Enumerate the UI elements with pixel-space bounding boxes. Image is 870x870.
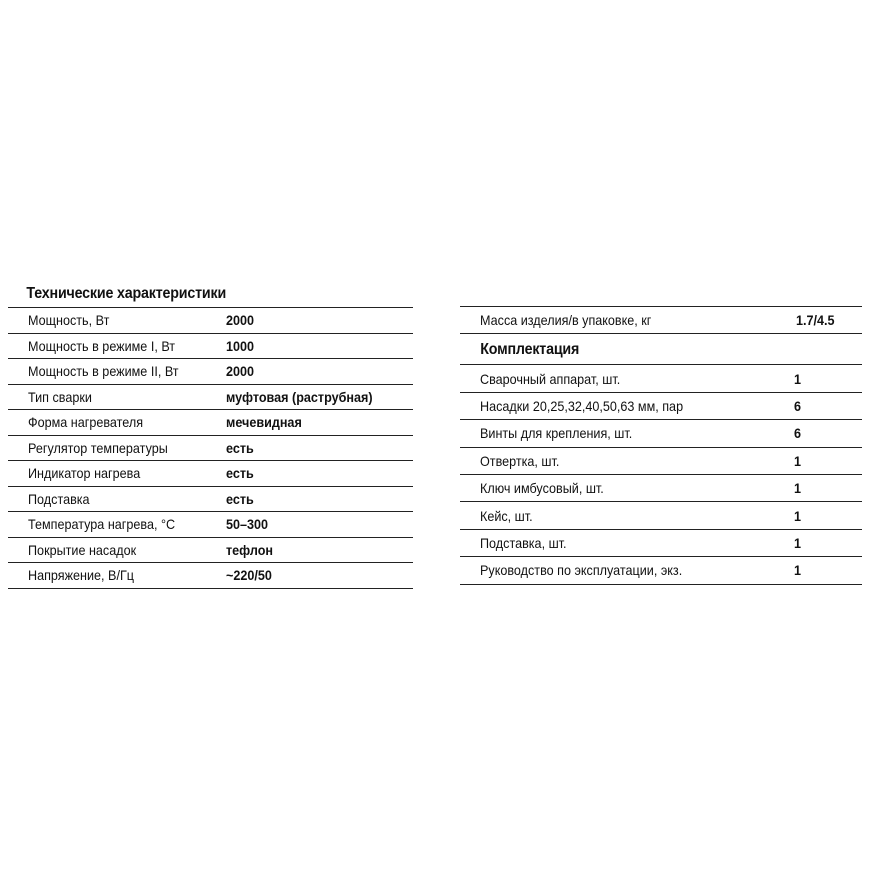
row-value: 1 xyxy=(794,480,802,497)
tech-specs-heading: Технические характеристики xyxy=(26,285,227,302)
row-label: Винты для крепления, шт. xyxy=(480,425,633,442)
spec-row xyxy=(8,512,413,538)
row-label: Ключ имбусовый, шт. xyxy=(480,480,604,497)
kit-row xyxy=(460,448,862,475)
spec-row xyxy=(8,461,413,487)
row-value: тефлон xyxy=(226,541,274,558)
row-value: 2000 xyxy=(226,363,255,380)
row-value: 6 xyxy=(794,425,802,442)
kit-row xyxy=(460,502,862,529)
mass-row xyxy=(460,307,862,334)
kit-heading: Комплектация xyxy=(480,341,580,359)
row-value: 1 xyxy=(794,562,802,579)
row-value: есть xyxy=(226,465,254,482)
kit-row xyxy=(460,420,862,447)
row-value: 1 xyxy=(794,507,802,524)
kit-table xyxy=(460,306,862,585)
kit-row xyxy=(460,475,862,502)
row-value: есть xyxy=(226,439,254,456)
row-label: Индикатор нагрева xyxy=(28,465,141,482)
row-label: Подставка, шт. xyxy=(480,534,567,551)
spec-row xyxy=(8,538,413,564)
kit-rows xyxy=(460,365,862,584)
row-value: 1 xyxy=(794,534,802,551)
row-label: Насадки 20,25,32,40,50,63 мм, пар xyxy=(480,397,684,414)
row-label: Напряжение, В/Гц xyxy=(28,567,135,584)
kit-row xyxy=(460,530,862,557)
spec-row xyxy=(8,385,413,411)
row-label: Тип сварки xyxy=(28,388,92,405)
row-value: мечевидная xyxy=(226,414,302,431)
row-value: 6 xyxy=(794,397,802,414)
row-value: 50–300 xyxy=(226,516,269,533)
spec-rows xyxy=(8,308,413,589)
mass-value: 1.7/4.5 xyxy=(796,312,835,329)
spec-row xyxy=(8,487,413,513)
spec-row xyxy=(8,334,413,360)
kit-row xyxy=(460,393,862,420)
spec-row xyxy=(8,563,413,589)
row-label: Регулятор температуры xyxy=(28,439,168,456)
spec-row xyxy=(8,436,413,462)
row-value: 1 xyxy=(794,370,802,387)
row-label: Температура нагрева, °C xyxy=(28,516,176,533)
row-value: 2000 xyxy=(226,312,255,329)
row-value: муфтовая (раструбная) xyxy=(226,388,373,405)
row-label: Покрытие насадок xyxy=(28,541,137,558)
mass-label: Масса изделия/в упаковке, кг xyxy=(480,312,652,329)
row-label: Сварочный аппарат, шт. xyxy=(480,370,621,387)
kit-row xyxy=(460,557,862,584)
row-label: Мощность в режиме II, Вт xyxy=(28,363,179,380)
spec-row xyxy=(8,410,413,436)
row-value: 1000 xyxy=(226,337,255,354)
kit-row xyxy=(460,365,862,392)
tech-specs-table xyxy=(8,283,413,589)
row-value: ~220/50 xyxy=(226,567,272,584)
row-value: есть xyxy=(226,490,254,507)
row-label: Форма нагревателя xyxy=(28,414,144,431)
row-label: Отвертка, шт. xyxy=(480,452,560,469)
row-label: Мощность в режиме I, Вт xyxy=(28,337,176,354)
row-value: 1 xyxy=(794,452,802,469)
row-label: Мощность, Вт xyxy=(28,312,110,329)
spec-row xyxy=(8,359,413,385)
row-label: Подставка xyxy=(28,490,90,507)
row-label: Кейс, шт. xyxy=(480,507,533,524)
spec-row xyxy=(8,308,413,334)
row-label: Руководство по эксплуатации, экз. xyxy=(480,562,683,579)
